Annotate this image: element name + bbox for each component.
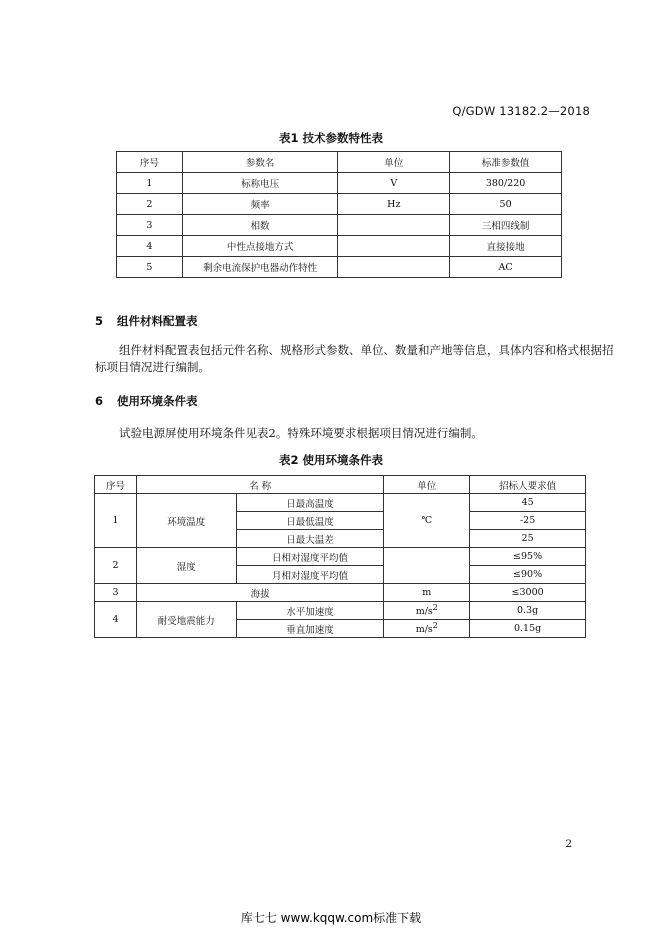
- cell: ℃: [384, 494, 470, 548]
- column-header: 单位: [384, 476, 470, 494]
- table2-caption: 表2 使用环境条件表: [278, 453, 383, 467]
- cell: 日最高温度: [236, 494, 384, 512]
- table-row: [117, 194, 562, 215]
- table-row: [117, 236, 562, 257]
- table-header-row: [95, 476, 586, 494]
- cell: 380/220: [450, 173, 562, 194]
- cell: ≤95%: [470, 548, 586, 566]
- cell: 垂直加速度: [236, 620, 384, 638]
- column-header: 名 称: [136, 476, 383, 494]
- cell: 剩余电流保护电器动作特性: [182, 257, 338, 278]
- cell: 50: [450, 194, 562, 215]
- column-header: 参数名: [182, 152, 338, 173]
- cell: [384, 602, 470, 620]
- section-title: 使用环境条件表: [117, 394, 198, 408]
- cell: -25: [470, 512, 586, 530]
- section-number: 6: [95, 394, 104, 408]
- cell: ≤90%: [470, 566, 586, 584]
- cell: 日相对湿度平均值: [236, 548, 384, 566]
- section-5-heading: [95, 313, 198, 329]
- cell: 环境温度: [136, 494, 236, 548]
- cell: [338, 257, 450, 278]
- cell: Hz: [338, 194, 450, 215]
- cell: AC: [450, 257, 562, 278]
- cell: 2: [95, 548, 137, 584]
- cell: 水平加速度: [236, 602, 384, 620]
- cell: [384, 548, 470, 584]
- unit-text: m/s: [415, 624, 433, 636]
- table-row: [95, 602, 586, 620]
- table-row: [95, 494, 586, 512]
- section-6-heading: [95, 393, 198, 409]
- cell: 0.15g: [470, 620, 586, 638]
- cell: 3: [117, 215, 183, 236]
- cell: [384, 620, 470, 638]
- cell: [338, 215, 450, 236]
- technical-parameters-table: [116, 151, 562, 278]
- cell: 中性点接地方式: [182, 236, 338, 257]
- column-header: 序号: [117, 152, 183, 173]
- table-row: [117, 173, 562, 194]
- section-5-paragraph-line-1: 组件材料配置表包括元件名称、规格形式参数、单位、数量和产地等信息，具体内容和格式根据招: [119, 343, 614, 357]
- cell: 频率: [182, 194, 338, 215]
- cell: V: [338, 173, 450, 194]
- column-header: 招标人要求值: [470, 476, 586, 494]
- column-header: 序号: [95, 476, 137, 494]
- cell: 三相四线制: [450, 215, 562, 236]
- cell: 日最大温差: [236, 530, 384, 548]
- column-header: 单位: [338, 152, 450, 173]
- cell: 1: [117, 173, 183, 194]
- cell: 相数: [182, 215, 338, 236]
- cell: ≤3000: [470, 584, 586, 602]
- cell: 日最低温度: [236, 512, 384, 530]
- page-number: 2: [565, 838, 572, 850]
- cell: 4: [117, 236, 183, 257]
- cell: 月相对湿度平均值: [236, 566, 384, 584]
- section-5-paragraph-line-2: 标项目情况进行编制。: [95, 360, 210, 374]
- table-row: [95, 548, 586, 566]
- cell: 湿度: [136, 548, 236, 584]
- cell: 45: [470, 494, 586, 512]
- cell: 标称电压: [182, 173, 338, 194]
- environment-conditions-table: [94, 475, 586, 638]
- unit-exponent: 2: [432, 621, 438, 631]
- cell: 4: [95, 602, 137, 638]
- table-row: [117, 257, 562, 278]
- cell: 3: [95, 584, 137, 602]
- document-code: Q/GDW 13182.2—2018: [452, 104, 590, 118]
- section-6-paragraph: 试验电源屏使用环境条件见表2。特殊环境要求根据项目情况进行编制。: [119, 426, 483, 440]
- section-number: 5: [95, 314, 104, 328]
- cell: 1: [95, 494, 137, 548]
- cell: [338, 236, 450, 257]
- unit-exponent: 2: [432, 603, 438, 613]
- unit-text: m/s: [415, 606, 433, 618]
- column-header: 标准参数值: [450, 152, 562, 173]
- table-row: [117, 215, 562, 236]
- cell: 5: [117, 257, 183, 278]
- footer-watermark: 库七七 www.kqqw.com标准下载: [240, 911, 422, 925]
- cell: 25: [470, 530, 586, 548]
- cell: 耐受地震能力: [136, 602, 236, 638]
- cell: m: [384, 584, 470, 602]
- section-title: 组件材料配置表: [117, 314, 198, 328]
- cell: 2: [117, 194, 183, 215]
- table-header-row: [117, 152, 562, 173]
- cell: 0.3g: [470, 602, 586, 620]
- cell: 直接接地: [450, 236, 562, 257]
- table-row: [95, 584, 586, 602]
- cell: 海拔: [136, 584, 383, 602]
- table1-caption: 表1 技术参数特性表: [278, 131, 383, 145]
